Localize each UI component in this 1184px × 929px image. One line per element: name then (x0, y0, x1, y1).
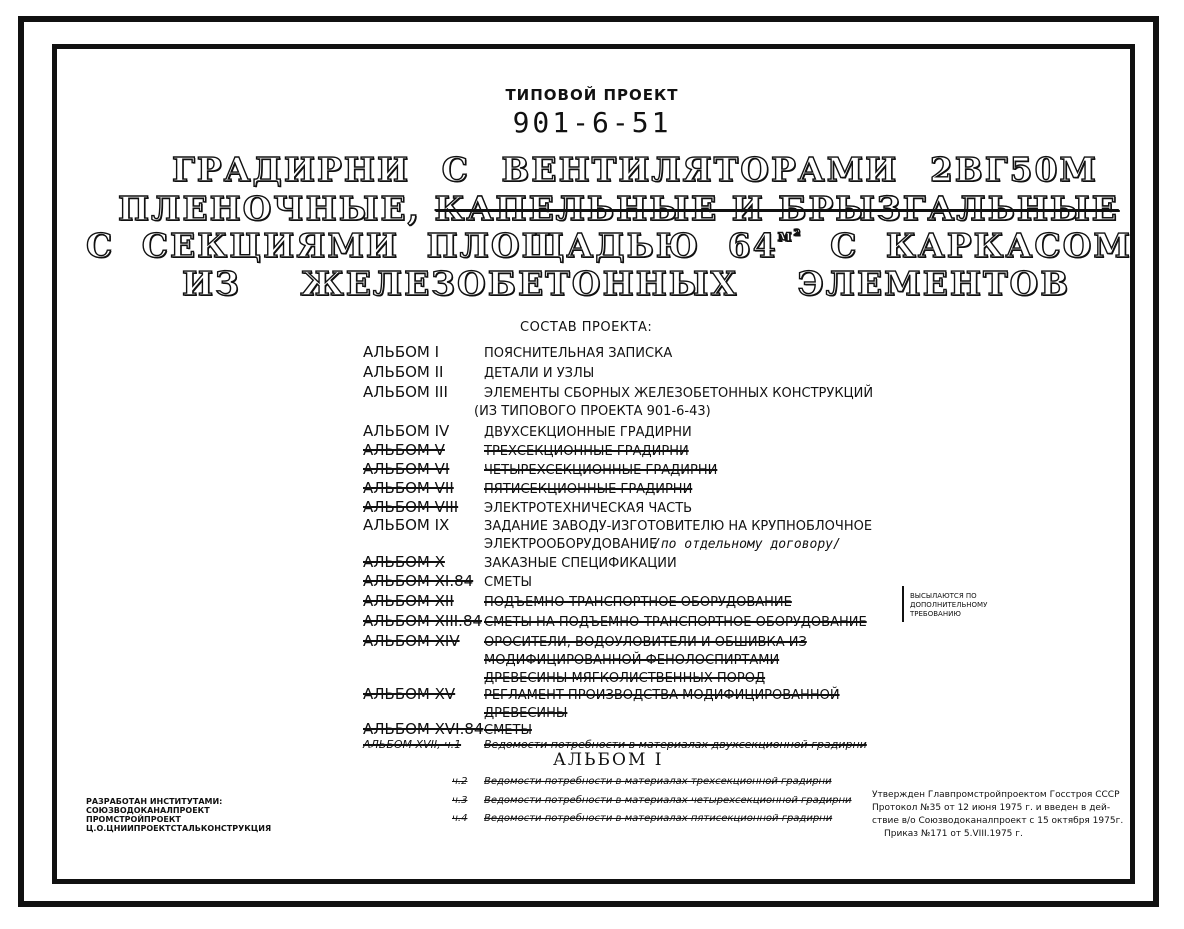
sub-item-text-4: Ведомости потребности в материалах пятисекционной градирни (484, 813, 833, 824)
sub-item-part-3: ч.3 (452, 795, 468, 806)
project-number: 901-6-51 (512, 106, 672, 139)
album-15-label: АЛЬБОМ XV (363, 685, 456, 703)
album-15-desc-2: ДРЕВЕСИНЫ (484, 706, 568, 721)
approval-line-1: Утвержден Главпромстройпроектом Госстроя СССР (872, 790, 1120, 800)
sub-item-text-2: Ведомости потребности в материалах трехсекционной градирни (484, 776, 832, 787)
separate-contract-note: /по отдельному договору/ (653, 537, 841, 552)
album-3-desc-2: (ИЗ ТИПОВОГО ПРОЕКТА 901-6-43) (474, 404, 711, 419)
album-8-label: АЛЬБОМ VIII (363, 498, 459, 516)
area-unit: м² (777, 226, 803, 245)
developer-1: СОЮЗВОДОКАНАЛПРОЕКТ (86, 806, 210, 815)
title-line-3 (86, 226, 1132, 265)
album-14-label: АЛЬБОМ XIV (363, 632, 460, 650)
title-line-3-part1: С СЕКЦИЯМИ ПЛОЩАДЬЮ 64 (86, 226, 778, 265)
album-4-desc: ДВУХСЕКЦИОННЫЕ ГРАДИРНИ (484, 425, 692, 440)
approval-line-2: Протокол №35 от 12 июня 1975 г. и введен в дей- (872, 803, 1111, 813)
album-3-desc: ЭЛЕМЕНТЫ СБОРНЫХ ЖЕЛЕЗОБЕТОННЫХ КОНСТРУКЦИЙ (484, 386, 874, 401)
album-3-label: АЛЬБОМ III (363, 383, 448, 401)
title-line-1: ГРАДИРНИ С ВЕНТИЛЯТОРАМИ 2ВГ50М (172, 150, 1098, 189)
album-12-desc: ПОДЪЕМНО-ТРАНСПОРТНОЕ ОБОРУДОВАНИЕ (484, 595, 792, 610)
sub-item-text-3: Ведомости потребности в материалах четырехсекционной градирни (484, 795, 852, 806)
album-1-label: АЛЬБОМ I (363, 343, 440, 361)
sub-item-part-4: ч.4 (452, 813, 468, 824)
approval-line-4: Приказ №171 от 5.VIII.1975 г. (884, 829, 1023, 839)
album-12-label: АЛЬБОМ XII (363, 592, 454, 610)
album-7-desc: ПЯТИСЕКЦИОННЫЕ ГРАДИРНИ (484, 482, 693, 497)
title-line-4: ИЗ ЖЕЛЕЗОБЕТОННЫХ ЭЛЕМЕНТОВ (182, 264, 1071, 303)
album-6-desc: ЧЕТЫРЕХСЕКЦИОННЫЕ ГРАДИРНИ (484, 463, 718, 478)
album-I-heading: АЛЬБОМ I (553, 750, 664, 770)
album-10-desc: ЗАКАЗНЫЕ СПЕЦИФИКАЦИИ (484, 556, 677, 571)
album-1-desc: ПОЯСНИТЕЛЬНАЯ ЗАПИСКА (484, 346, 673, 361)
album-9-desc: ЗАДАНИЕ ЗАВОДУ-ИЗГОТОВИТЕЛЮ НА КРУПНОБЛОЧНОЕ (484, 519, 873, 534)
album-17-desc: Ведомости потребности в материалах двухсекционной градирни (484, 738, 867, 751)
album-8-desc: ЭЛЕКТРОТЕХНИЧЕСКАЯ ЧАСТЬ (484, 501, 693, 516)
album-4-label: АЛЬБОМ IV (363, 422, 450, 440)
album-6-label: АЛЬБОМ VI (363, 460, 450, 478)
album-7-label: АЛЬБОМ VII (363, 479, 454, 497)
album-11-label: АЛЬБОМ XI.84 (363, 572, 474, 590)
album-14-desc-2: МОДИФИЦИРОВАННОЙ ФЕНОЛОСПИРТАМИ (484, 653, 780, 668)
album-5-label: АЛЬБОМ V (363, 441, 445, 459)
album-9-desc-2: ЭЛЕКТРООБОРУДОВАНИЕ (484, 537, 658, 552)
title-line-2-struck: КАПЕЛЬНЫЕ И БРЫЗГАЛЬНЫЕ (434, 189, 1119, 228)
additional-request-note (910, 592, 996, 619)
album-13-desc: СМЕТЫ НА ПОДЪЕМНО-ТРАНСПОРТНОЕ ОБОРУДОВАНИЕ (484, 615, 867, 630)
album-10-label: АЛЬБОМ X (363, 553, 445, 571)
developer-3: Ц.О.ЦНИИПРОЕКТСТАЛЬКОНСТРУКЦИЯ (86, 824, 272, 833)
album-14-desc-3: ДРЕВЕСИНЫ МЯГКОЛИСТВЕННЫХ ПОРОД (484, 671, 766, 686)
album-17-label: АЛЬБОМ XVII, ч.1 (363, 738, 462, 751)
developer-2: ПРОМСТРОЙПРОЕКТ (86, 815, 181, 824)
album-2-desc: ДЕТАЛИ И УЗЛЫ (484, 366, 595, 381)
composition-heading: СОСТАВ ПРОЕКТА: (520, 320, 653, 335)
title-line-2 (118, 189, 1119, 228)
additional-request-text: ВЫСЫЛАЮТСЯ ПО ДОПОЛНИТЕЛЬНОМУ ТРЕБОВАНИЮ (910, 592, 988, 618)
album-9-label: АЛЬБОМ IX (363, 516, 450, 534)
album-16-desc: СМЕТЫ (484, 723, 532, 738)
title-line-3-part2: С КАРКАСОМ (830, 226, 1132, 265)
album-11-desc: СМЕТЫ (484, 575, 532, 590)
album-14-desc: ОРОСИТЕЛИ, ВОДОУЛОВИТЕЛИ И ОБШИВКА ИЗ (484, 635, 807, 650)
series-label: ТИПОВОЙ ПРОЕКТ (505, 86, 679, 104)
sub-item-part-2: ч.2 (452, 776, 468, 787)
album-2-label: АЛЬБОМ II (363, 363, 444, 381)
developers-heading: РАЗРАБОТАН ИНСТИТУТАМИ: (86, 797, 223, 806)
album-5-desc: ТРЕХСЕКЦИОННЫЕ ГРАДИРНИ (484, 444, 689, 459)
title-line-2-kept: ПЛЕНОЧНЫЕ, (118, 189, 422, 228)
album-16-label: АЛЬБОМ XVI.84 (363, 720, 484, 738)
album-13-label: АЛЬБОМ XIII.84 (363, 612, 483, 630)
album-15-desc: РЕГЛАМЕНТ ПРОИЗВОДСТВА МОДИФИЦИРОВАННОЙ (484, 688, 840, 703)
bracket-line (902, 586, 904, 622)
approval-line-3: ствие в/о Союзводоканалпроект с 15 октября 1975г. (872, 816, 1124, 826)
